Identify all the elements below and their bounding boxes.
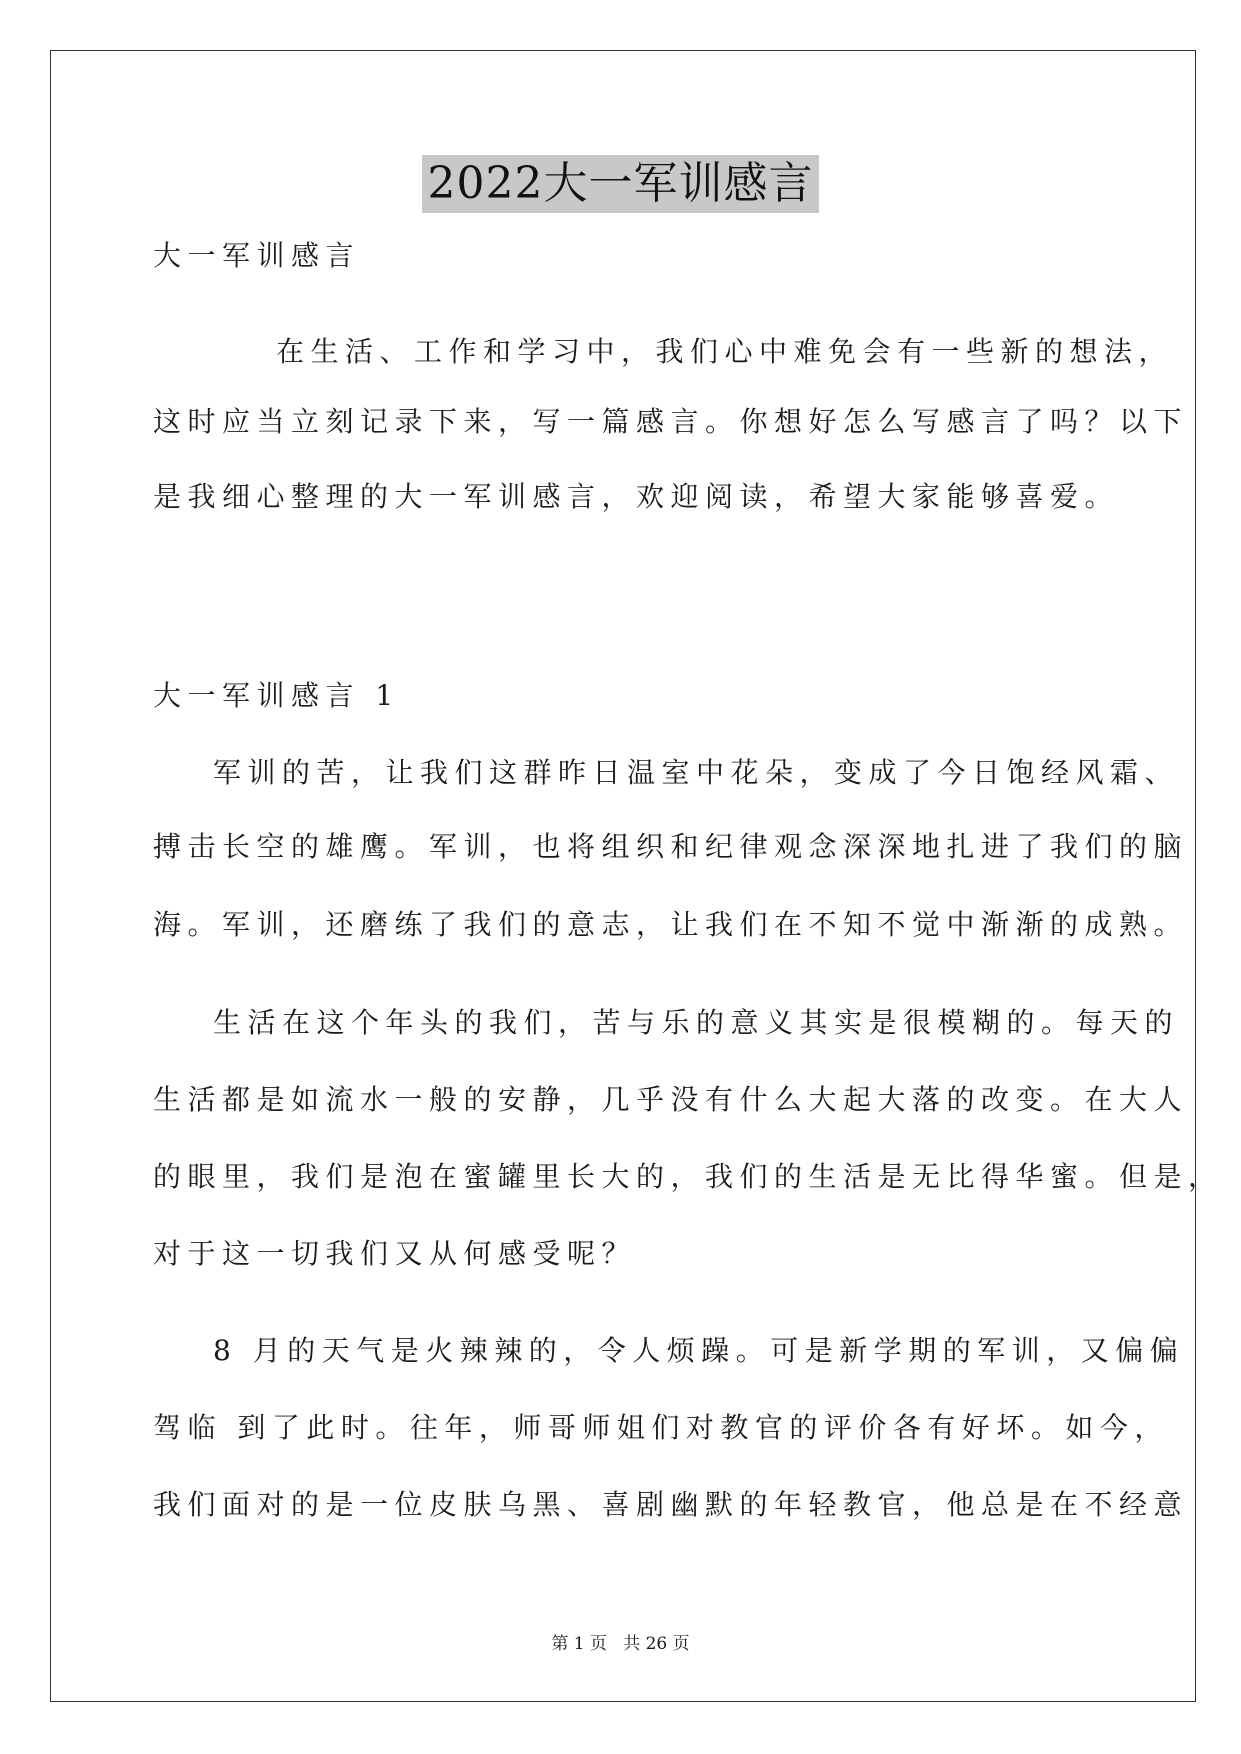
paragraph-line: 这时应当立刻记录下来，写一篇感言。你想好怎么写感言了吗？以下 — [153, 405, 1189, 438]
page-number-footer: 第 1 页 共 26 页 — [551, 1634, 690, 1654]
title-container — [0, 155, 1241, 213]
paragraph-line: 生活都是如流水一般的安静，几乎没有什么大起大落的改变。在大人 — [153, 1083, 1189, 1116]
paragraph-line: 的眼里，我们是泡在蜜罐里长大的，我们的生活是无比得华蜜。但是， — [153, 1160, 1223, 1193]
paragraph-line: 军训的苦，让我们这群昨日温室中花朵，变成了今日饱经风霜、 — [213, 756, 1180, 789]
paragraph-line: 搏击长空的雄鹰。军训，也将组织和纪律观念深深地扎进了我们的脑 — [153, 830, 1189, 863]
page-border — [50, 50, 1196, 1702]
paragraph-line: 海。军训，还磨练了我们的意志，让我们在不知不觉中渐渐的成熟。 — [153, 908, 1189, 941]
paragraph-line: 我们面对的是一位皮肤乌黑、喜剧幽默的年轻教官，他总是在不经意 — [153, 1488, 1189, 1521]
paragraph-line: 在生活、工作和学习中，我们心中难免会有一些新的想法， — [276, 335, 1174, 368]
document-title: 2022大一军训感言 — [422, 155, 820, 213]
paragraph-line: 生活在这个年头的我们，苦与乐的意义其实是很模糊的。每天的 — [213, 1006, 1180, 1039]
paragraph-line: 是我细心整理的大一军训感言，欢迎阅读，希望大家能够喜爱。 — [153, 480, 1120, 513]
section-heading: 大一军训感言 1 — [153, 679, 400, 712]
paragraph-line: 8 月的天气是火辣辣的，令人烦躁。可是新学期的军训，又偏偏 — [213, 1334, 1185, 1367]
paragraph-line: 对于这一切我们又从何感受呢？ — [153, 1237, 637, 1270]
subtitle: 大一军训感言 — [153, 239, 361, 272]
paragraph-line: 驾临 到了此时。往年，师哥师姐们对教官的评价各有好坏。如今， — [153, 1411, 1169, 1444]
